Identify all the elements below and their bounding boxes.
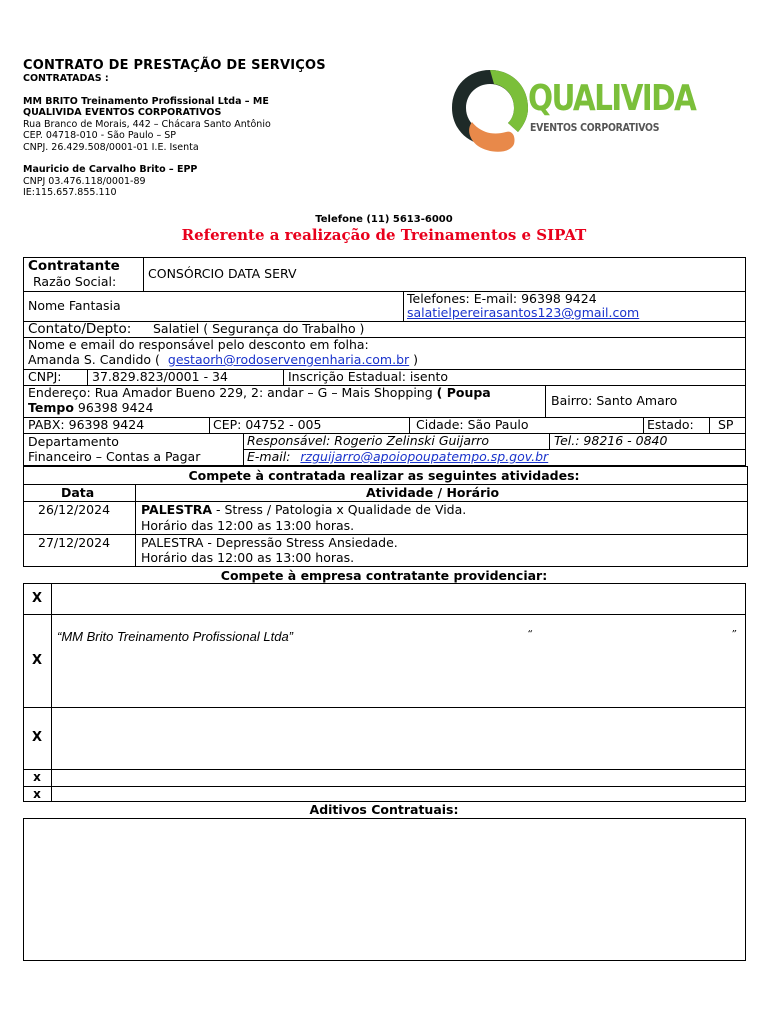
col-atividade-header: Atividade / Horário <box>366 485 500 500</box>
table-row-time: Horário das 12:00 as 13:00 horas. <box>141 518 355 533</box>
inscricao-estadual: Inscrição Estadual: isento <box>288 369 449 384</box>
aditivos-heading: Aditivos Contratuais: <box>309 802 459 817</box>
endereco-line-2 <box>28 401 153 415</box>
contratante-label: Contratante <box>28 258 120 274</box>
aditivos-box[interactable] <box>23 818 746 961</box>
estado-value: SP <box>718 417 734 432</box>
activity-type: PALESTRA <box>141 502 213 517</box>
razao-social-value: CONSÓRCIO DATA SERV <box>148 266 297 281</box>
telefone-line: Telefone (11) 5613-6000 <box>315 214 453 225</box>
cnpj-label: CNPJ: <box>28 369 62 384</box>
person-name: Mauricio de Carvalho Brito – EPP <box>23 164 198 175</box>
email-label: E-mail: <box>247 449 291 464</box>
close-quote: ” <box>731 629 737 640</box>
ie-line: IE:115.657.855.110 <box>23 187 117 198</box>
telefones-field: Telefones: E-mail: 96398 9424 <box>407 291 597 306</box>
company-name-2: QUALIVIDA EVENTOS CORPORATIVOS <box>23 107 222 118</box>
estado-label: Estado: <box>647 417 694 432</box>
cep-field: CEP: 04752 - 005 <box>213 417 322 432</box>
open-quote: “ <box>527 629 533 640</box>
cidade-field: Cidade: São Paulo <box>416 417 529 432</box>
responsavel-email-link[interactable]: gestaorh@rodoservengenharia.com.br <box>167 352 410 367</box>
responsavel-desconto-value <box>28 353 418 367</box>
responsavel-desconto-label: Nome e email do responsável pelo desconto em folha: <box>28 337 369 352</box>
contratadas-label: CONTRATADAS : <box>23 73 109 84</box>
table-row-activity: PALESTRA - Depressão Stress Ansiedade. <box>141 535 398 550</box>
responsavel-close-paren: ) <box>413 352 419 367</box>
cnpj-value: 37.829.823/0001 - 34 <box>92 369 228 384</box>
address-line-1: Rua Branco de Morais, 442 – Chácara Santo Antônio <box>23 118 271 130</box>
logo-wordmark: QUALIVIDA <box>528 78 696 119</box>
logo-subtitle: EVENTOS CORPORATIVOS <box>530 121 660 134</box>
check-mark: X <box>31 730 43 745</box>
departamento-label-2: Financeiro – Contas a Pagar <box>28 449 201 464</box>
table-row-time: Horário das 12:00 as 13:00 horas. <box>141 550 355 565</box>
provider-quote: “MM Brito Treinamento Profissional Ltda” <box>57 629 294 644</box>
responsavel-name: Amanda S. Candido ( <box>28 352 160 367</box>
email-link[interactable]: rzguijarro@apoiopoupatempo.sp.gov.br <box>300 449 549 464</box>
table-row-date: 27/12/2024 <box>38 535 111 550</box>
check-mark: X <box>31 653 43 668</box>
logo-mark-icon <box>450 66 530 154</box>
check-mark: x <box>33 787 41 801</box>
table-row-date: 26/12/2024 <box>38 502 111 517</box>
razao-social-label: Razão Social: <box>33 274 117 289</box>
poupa-text: ( Poupa <box>436 385 491 400</box>
cnpj-line-2: CNPJ 03.476.118/0001-89 <box>23 175 146 187</box>
contractor-header <box>23 58 443 199</box>
tel-field: Tel.: 98216 - 0840 <box>554 433 668 448</box>
contato-label: Contato/Depto: <box>28 321 132 337</box>
check-mark: X <box>31 591 43 606</box>
endereco-value: Endereço: Rua Amador Bueno 229, 2: andar – G – Mais Shopping <box>28 385 433 400</box>
email-field <box>247 450 548 464</box>
document-title: CONTRATO DE PRESTAÇÃO DE SERVIÇOS <box>23 58 326 73</box>
activity-desc: - Stress / Patologia x Qualidade de Vida. <box>212 502 467 517</box>
providenciar-heading: Compete à empresa contratante providenciar: <box>220 568 548 583</box>
table-row-activity <box>141 503 466 517</box>
endereco-line-1 <box>28 386 491 400</box>
pabx-field: PABX: 96398 9424 <box>28 417 145 432</box>
referente-heading: Referente a realização de Treinamentos e SIPAT <box>181 226 587 244</box>
tempo-phone: 96398 9424 <box>77 400 154 415</box>
check-mark: x <box>33 770 41 784</box>
qualivida-logo <box>450 66 710 154</box>
col-data-header: Data <box>61 485 95 500</box>
atividades-heading: Compete à contratada realizar as seguintes atividades: <box>188 468 580 483</box>
responsavel-field: Responsável: Rogerio Zelinski Guijarro <box>247 433 489 448</box>
telefones-email-link[interactable]: salatielpereirasantos123@gmail.com <box>407 305 640 320</box>
tempo-text: Tempo <box>28 400 74 415</box>
address-line-2: CEP. 04718-010 - São Paulo – SP <box>23 130 177 141</box>
cnpj-line-1: CNPJ. 26.429.508/0001-01 I.E. Isenta <box>23 141 199 153</box>
company-name-1: MM BRITO Treinamento Profissional Ltda – ME <box>23 95 269 107</box>
departamento-label-1: Departamento <box>28 434 119 449</box>
contato-value: Salatiel ( Segurança do Trabalho ) <box>153 321 365 336</box>
nome-fantasia-label: Nome Fantasia <box>28 298 121 313</box>
bairro-field: Bairro: Santo Amaro <box>551 393 678 408</box>
